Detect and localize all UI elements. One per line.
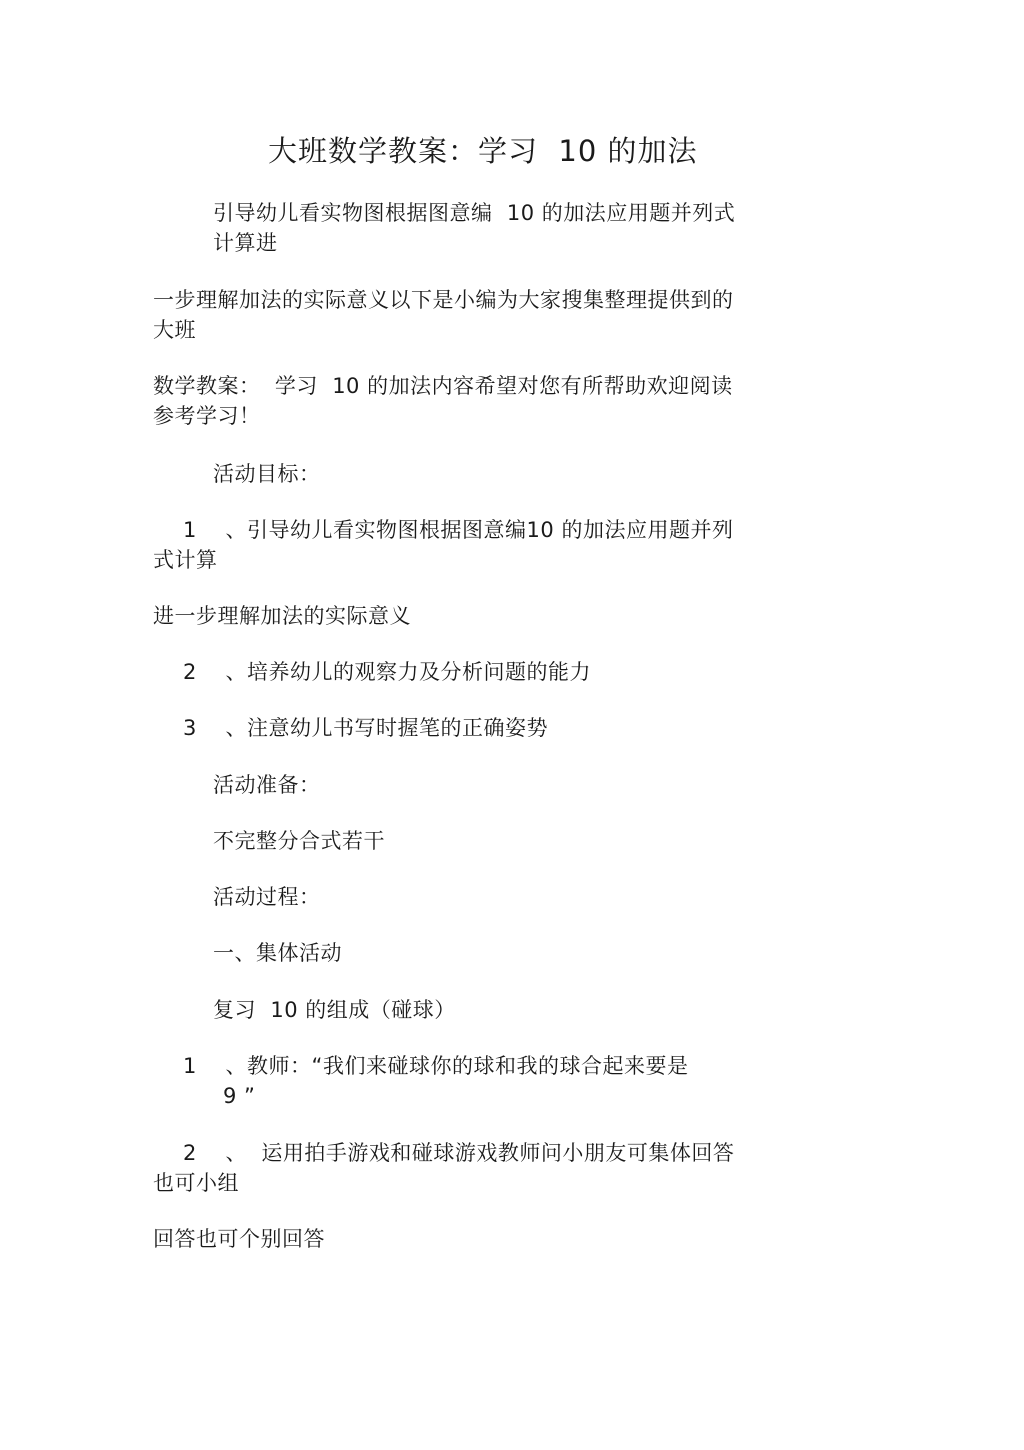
prep-heading: 活动准备： bbox=[213, 773, 321, 797]
intro-line: 参考学习！ bbox=[153, 404, 261, 428]
intro-line: 大班 bbox=[153, 318, 196, 342]
intro-line: 数学教案： 学习 10 的加法内容希望对您有所帮助欢迎阅读 bbox=[153, 374, 733, 398]
goal-item: 3 、注意幼儿书写时握笔的正确姿势 bbox=[183, 716, 549, 740]
intro-line: 引导幼儿看实物图根据图意编 10 的加法应用题并列式 bbox=[213, 201, 736, 225]
step-item: 9 ” bbox=[223, 1084, 256, 1108]
document-title: 大班数学教案：学习 10 的加法 bbox=[268, 134, 698, 168]
review-line: 复习 10 的组成（碰球） bbox=[213, 998, 456, 1022]
prep-text: 不完整分合式若干 bbox=[213, 829, 385, 853]
section-heading: 一、集体活动 bbox=[213, 941, 342, 965]
goal-item: 1 、引导幼儿看实物图根据图意编10 的加法应用题并列 bbox=[183, 518, 734, 542]
step-item: 回答也可个别回答 bbox=[153, 1227, 325, 1251]
process-heading: 活动过程： bbox=[213, 885, 321, 909]
step-item: 2 、 运用拍手游戏和碰球游戏教师问小朋友可集体回答 bbox=[183, 1141, 735, 1165]
goals-heading: 活动目标： bbox=[213, 462, 321, 486]
goal-item: 2 、培养幼儿的观察力及分析问题的能力 bbox=[183, 660, 592, 684]
goal-item: 式计算 bbox=[153, 548, 218, 572]
goal-item: 进一步理解加法的实际意义 bbox=[153, 604, 411, 628]
step-item: 也可小组 bbox=[153, 1171, 239, 1195]
intro-line: 一步理解加法的实际意义以下是小编为大家搜集整理提供到的 bbox=[153, 288, 734, 312]
intro-line: 计算进 bbox=[213, 231, 278, 255]
step-item: 1 、教师：“我们来碰球你的球和我的球合起来要是 bbox=[183, 1054, 689, 1078]
